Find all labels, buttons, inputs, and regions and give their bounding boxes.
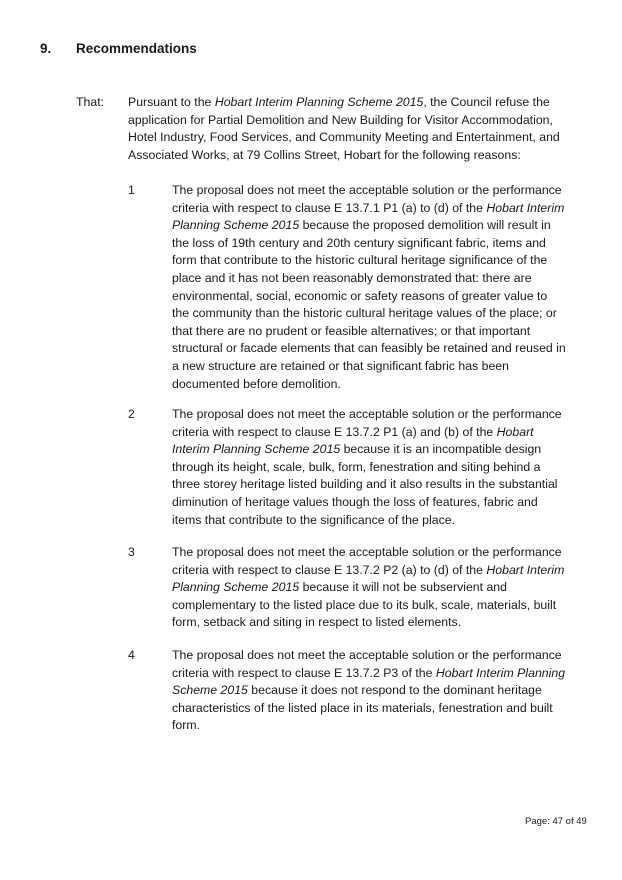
reason-4-post: because it does not respond to the dominant heritage characteristics of the listed place in its materials, fenestration and built form. xyxy=(172,683,553,733)
reason-1-number: 1 xyxy=(128,183,135,197)
section-title: Recommendations xyxy=(76,41,197,56)
reason-4-scheme: Hobart Interim Planning Scheme 2015 xyxy=(172,665,566,698)
page-number: Page: 47 of 49 xyxy=(525,816,587,827)
reason-2-number: 2 xyxy=(128,407,135,421)
reason-2-scheme: Hobart Interim Planning Scheme 2015 xyxy=(172,424,534,457)
reason-2-pre: The proposal does not meet the acceptable solution or the performance criteria with respect to clause E 13.7.2 P1 (a) and (b) of the xyxy=(172,407,562,439)
reason-3-post: because it will not be subservient and complementary to the listed place due to its bulk, scale, materials, built form, setback and siting in respect to listed elements. xyxy=(172,580,557,630)
reason-1-text xyxy=(172,182,567,393)
section-number: 9. xyxy=(40,41,52,56)
reason-1-pre: The proposal does not meet the acceptable solution or the performance criteria with respect to clause E 13.7.1 P1 (a) to (d) of the xyxy=(172,183,562,215)
reason-1-scheme: Hobart Interim Planning Scheme 2015 xyxy=(172,200,565,233)
reason-3-pre: The proposal does not meet the acceptable solution or the performance criteria with respect to clause E 13.7.2 P2 (a) to (d) of the xyxy=(172,545,562,577)
reason-3-scheme: Hobart Interim Planning Scheme 2015 xyxy=(172,562,565,595)
reason-4-text xyxy=(172,647,567,735)
reason-4-number: 4 xyxy=(128,648,135,662)
intro-paragraph xyxy=(128,94,568,164)
intro-scheme-name: Hobart Interim Planning Scheme 2015 xyxy=(214,95,424,109)
reason-3-number: 3 xyxy=(128,545,135,559)
intro-text-pre: Pursuant to the xyxy=(128,95,215,109)
reason-2-post: because it is an incompatible design through its height, scale, bulk, form, fenestration and siting behind a three storey heritage listed building and it also results in the substantial diminution of heritage values though the loss of features, fabric and items that contribute to the significance of the place. xyxy=(172,442,558,527)
reason-2-text xyxy=(172,406,567,529)
that-label: That: xyxy=(76,95,105,109)
reason-4-pre: The proposal does not meet the acceptable solution or the performance criteria with respect to clause E 13.7.2 P3 of the xyxy=(172,648,562,680)
reason-3-text xyxy=(172,544,567,632)
intro-text-post: , the Council refuse the application for Partial Demolition and New Building for Visitor Accommodation, Hotel Industry, Food Services, and Community Meeting and Entertainment, and Associated Works, at 79 Collins Street, Hobart for the following reasons: xyxy=(128,95,560,162)
reason-1-post: because the proposed demolition will result in the loss of 19th century and 20th century significant fabric, items and form that contribute to the historic cultural heritage significance of the place and it has not been reasonably demonstrated that: there are environmental, social, economic or safety reasons of greater value to the community than the historic cultural heritage values of the place; or that there are no prudent or feasible alternatives; or that important structural or facade elements that can feasibly be retained and reused in a new structure are retained or that significant fabric has been documented before demolition. xyxy=(172,218,566,391)
